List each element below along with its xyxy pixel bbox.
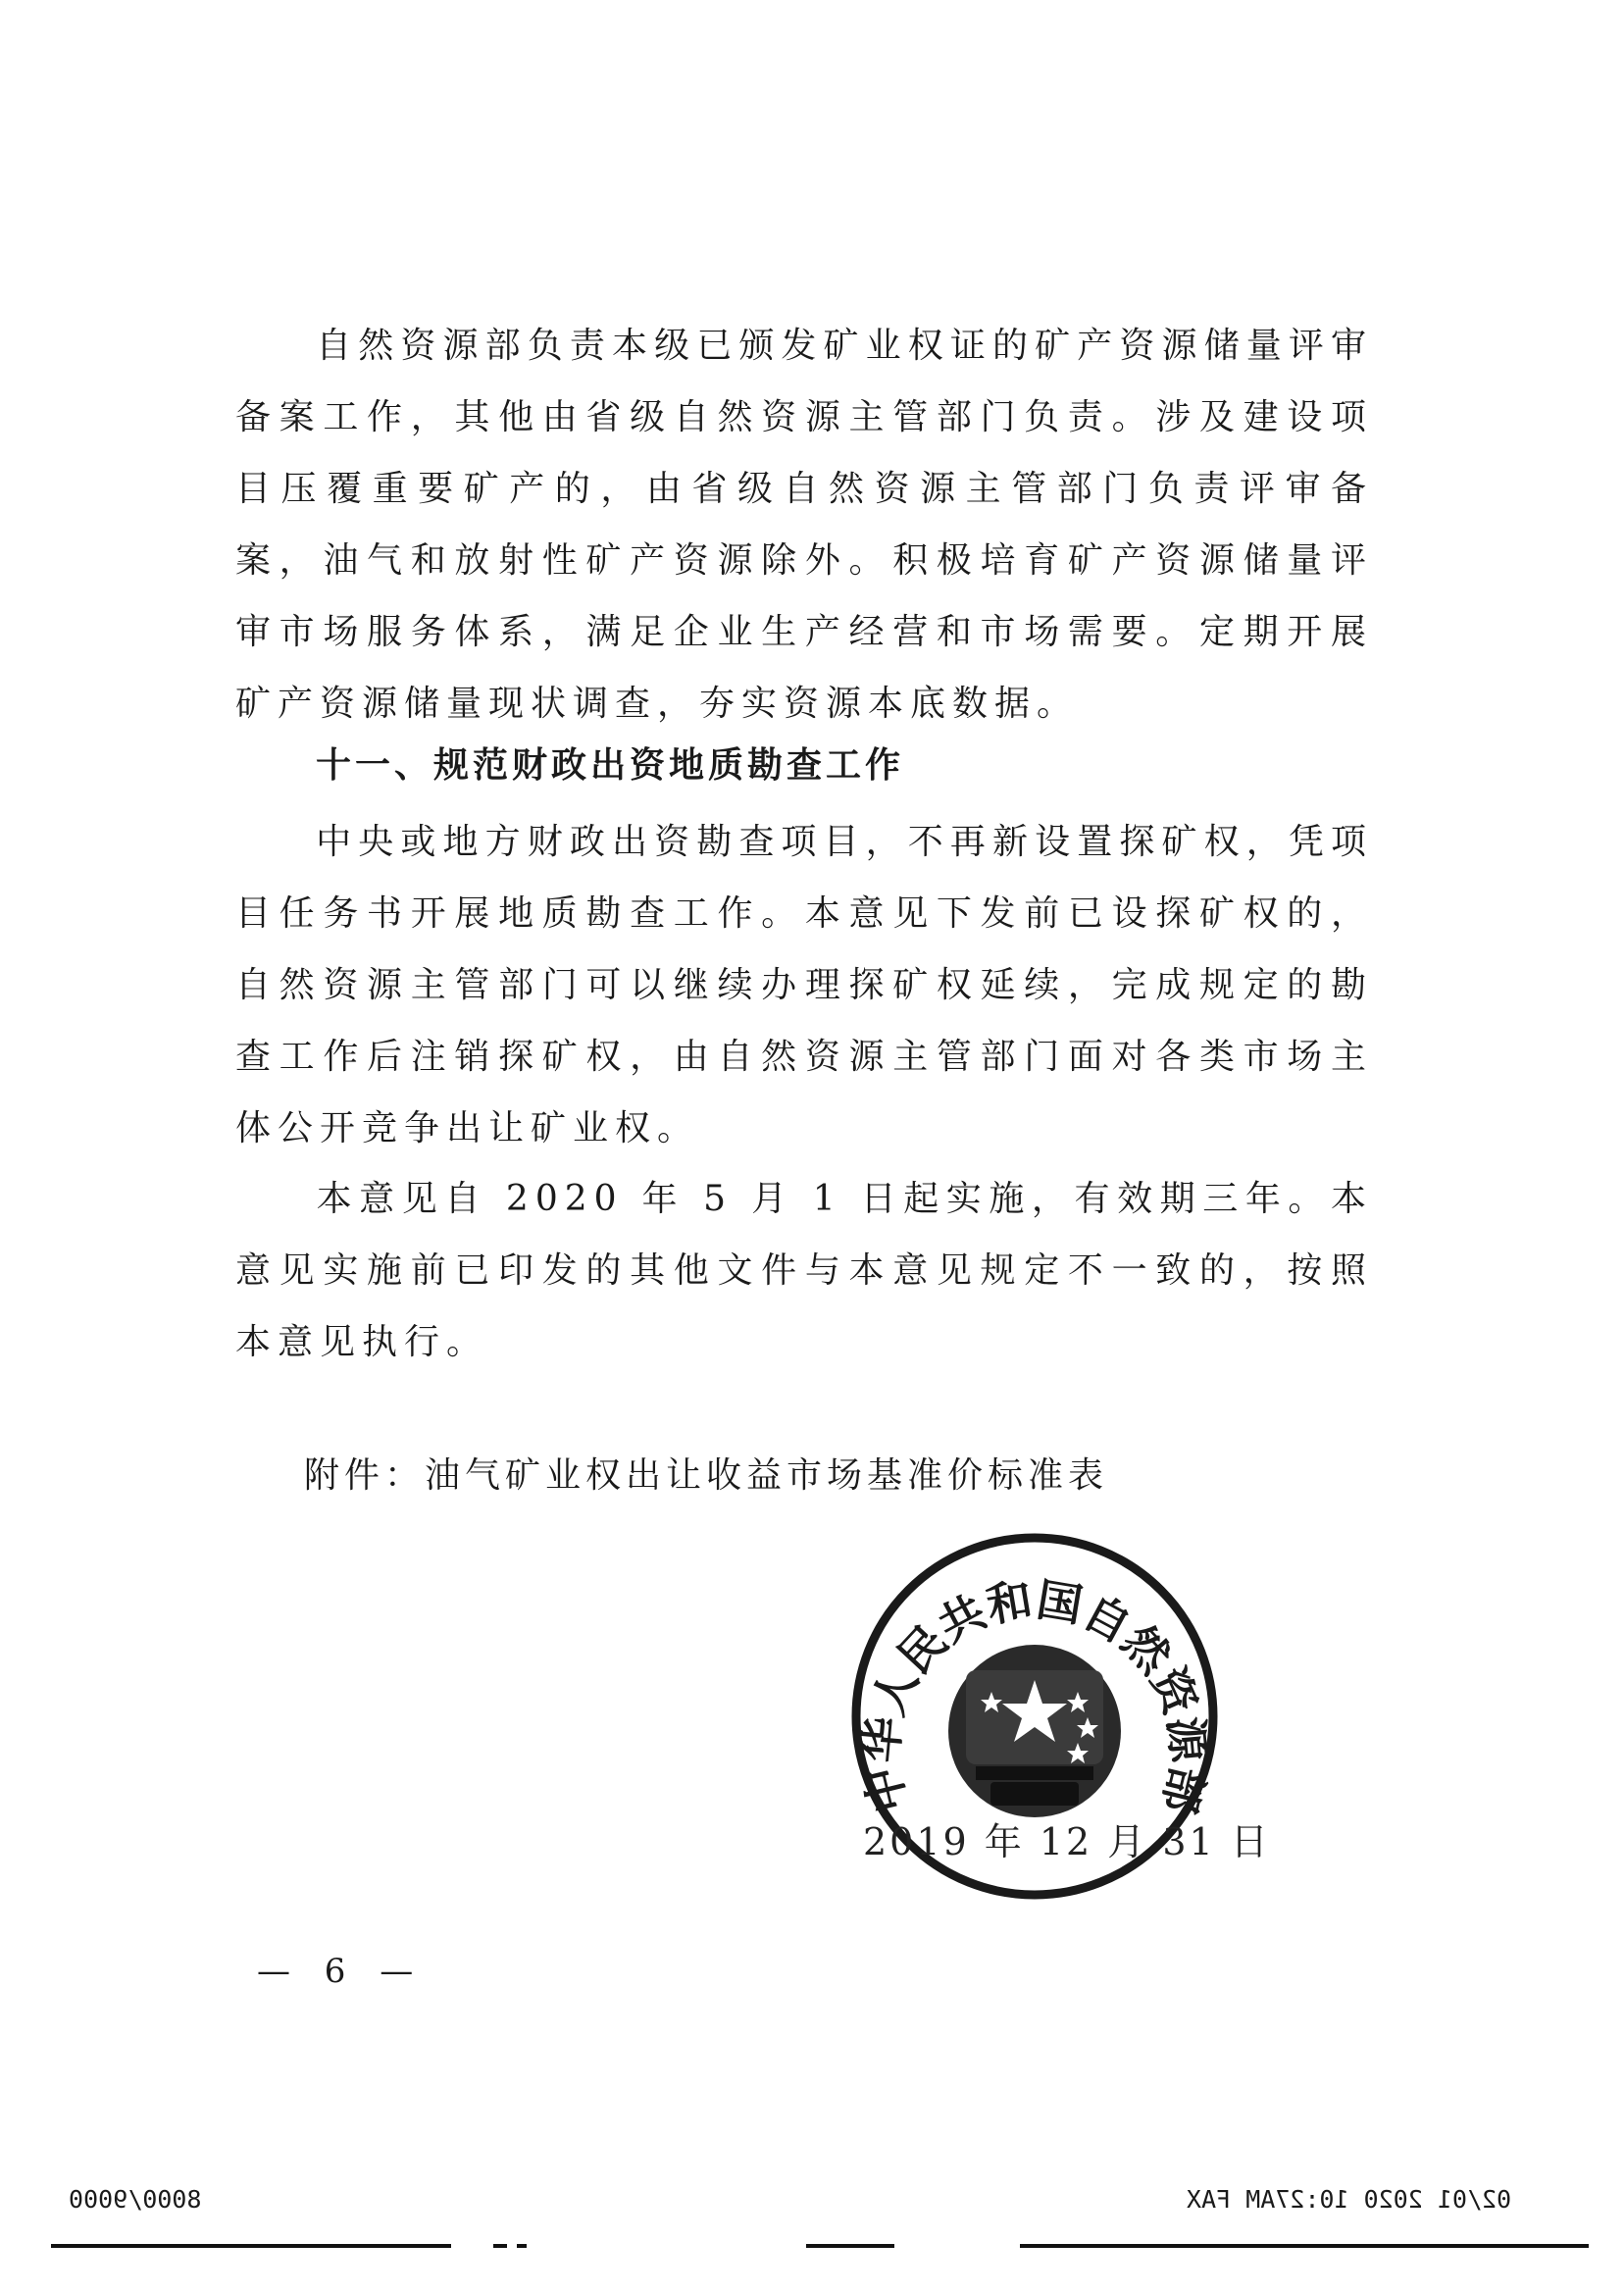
paragraph-financial-exploration: 中央或地方财政出资勘查项目，不再新设置探矿权，凭项目任务书开展地质勘查工作。本意见下发前已设探矿权的，自然资源主管部门可以继续办理探矿权延续，完成规定的勘查工作后注销探矿权，由自然资源主管部门面对各类市场主体公开竞争出让矿业权。 — [235, 822, 1373, 1148]
fax-divider-line — [51, 2244, 451, 2248]
page-number: — 6 — — [257, 1952, 426, 1991]
signature-date: 2019 年 12 月 31 日 — [863, 1820, 1271, 1863]
attachment-line: 附件：油气矿业权出让收益市场基准价标准表 — [304, 1455, 1109, 1496]
fax-timestamp: 02/01 2020 10:27AM FAX — [1187, 2185, 1512, 2214]
fax-divider-line — [1020, 2244, 1589, 2248]
national-emblem-icon — [948, 1645, 1121, 1817]
paragraph-reserves-review: 自然资源部负责本级已颁发矿业权证的矿产资源储量评审备案工作，其他由省级自然资源主管部门负责。涉及建设项目压覆重要矿产的，由省级自然资源主管部门负责评审备案，油气和放射性矿产资源除外。积极培育矿产资源储量评审市场服务体系，满足企业生产经营和市场需要。定期开展矿产资源储量现状调查，夯实资源本底数据。 — [235, 326, 1373, 724]
seal-text: 中华人民共和国自然资源部 — [853, 1572, 1216, 1818]
section-heading-eleven: 十一、规范财政出资地质勘查工作 — [316, 745, 905, 786]
fax-divider-line — [517, 2244, 527, 2248]
fax-divider-line — [493, 2244, 507, 2248]
fax-divider-line — [806, 2244, 894, 2248]
fax-page-counter: 8000/9000 — [69, 2185, 202, 2214]
paragraph-effective-date: 本意见自 2020 年 5 月 1 日起实施，有效期三年。本意见实施前已印发的其他文件与本意见规定不一致的，按照本意见执行。 — [235, 1179, 1373, 1362]
